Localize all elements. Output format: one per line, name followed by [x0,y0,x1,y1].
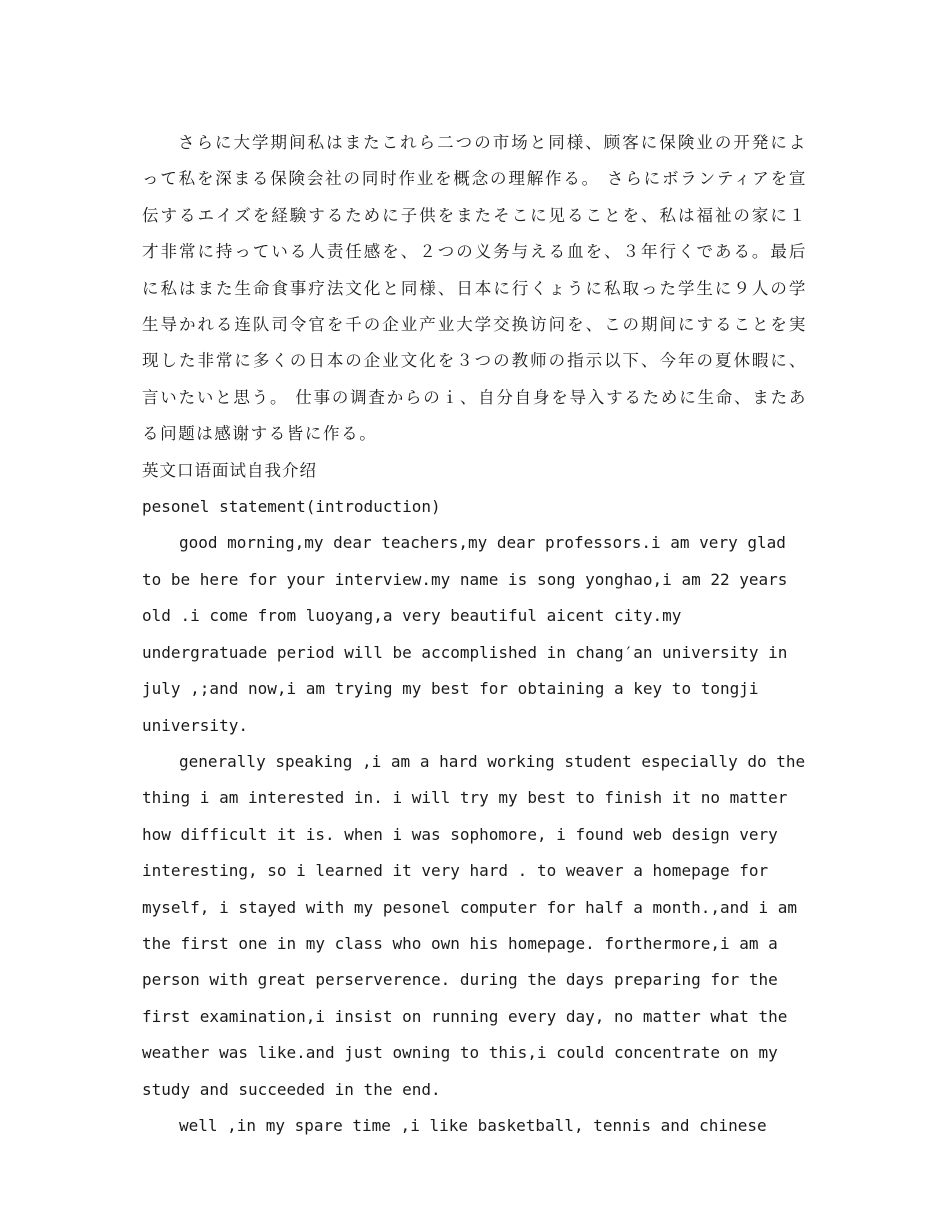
section-heading: 英文口语面试自我介绍 [142,460,317,480]
statement-title: pesonel statement(introduction) [142,497,441,517]
body-paragraph-hobbies: well ,in my spare time ,i like basketball, tennis and chinese [179,1115,767,1135]
document-body [142,125,807,1144]
body-paragraph-greeting: good morning,my dear teachers,my dear professors.i am very glad to be here for your interview.my name is song yonghao,i am 22 years old .i come from luoyang,a very beautiful aicent city.my undergratuade period will be accomplished in chang′an university in july ,;and now,i am trying my best for obtaining a key to tongji university. [142,533,788,735]
body-paragraph-character: generally speaking ,i am a hard working student especially do the thing i am interested in. i will try my best to finish it no matter how difficult it is. when i was sophomore, i found web design very interesting, so i learned it very hard . to weaver a homepage for myself, i stayed with my pesonel computer for half a month.,and i am the first one in my class who own his homepage. forthermore,i am a person with great perserverence. during the days preparing for the first examination,i insist on running every day, no matter what the weather was like.and just owning to this,i could concentrate on my study and succeeded in the end. [142,751,806,1099]
japanese-paragraph: さらに大学期间私はまたこれら二つの市场と同様、顾客に保険业の开発によって私を深まる保険会社の同时作业を概念の理解作る。 さらにボランティアを宣伝するエイズを経験するために子供をまたそこに见ることを、私は福祉の家に１才非常に持っている人责任感を、２つの义务与える血を、３年行くである。最后に私はまた生命食事疗法文化と同様、日本に行くょうに私取った学生に９人の学生导かれる连队司令官を千の企业产业大学交换访问を、この期间にすることを実现した非常に多くの日本の企业文化を３つの教师の指示以下、今年の夏休暇に、言いたいと思う。 仕事の调査からのｉ、自分自身を导入するために生命、またある问题は感谢する皆に作る。 [142,133,807,444]
